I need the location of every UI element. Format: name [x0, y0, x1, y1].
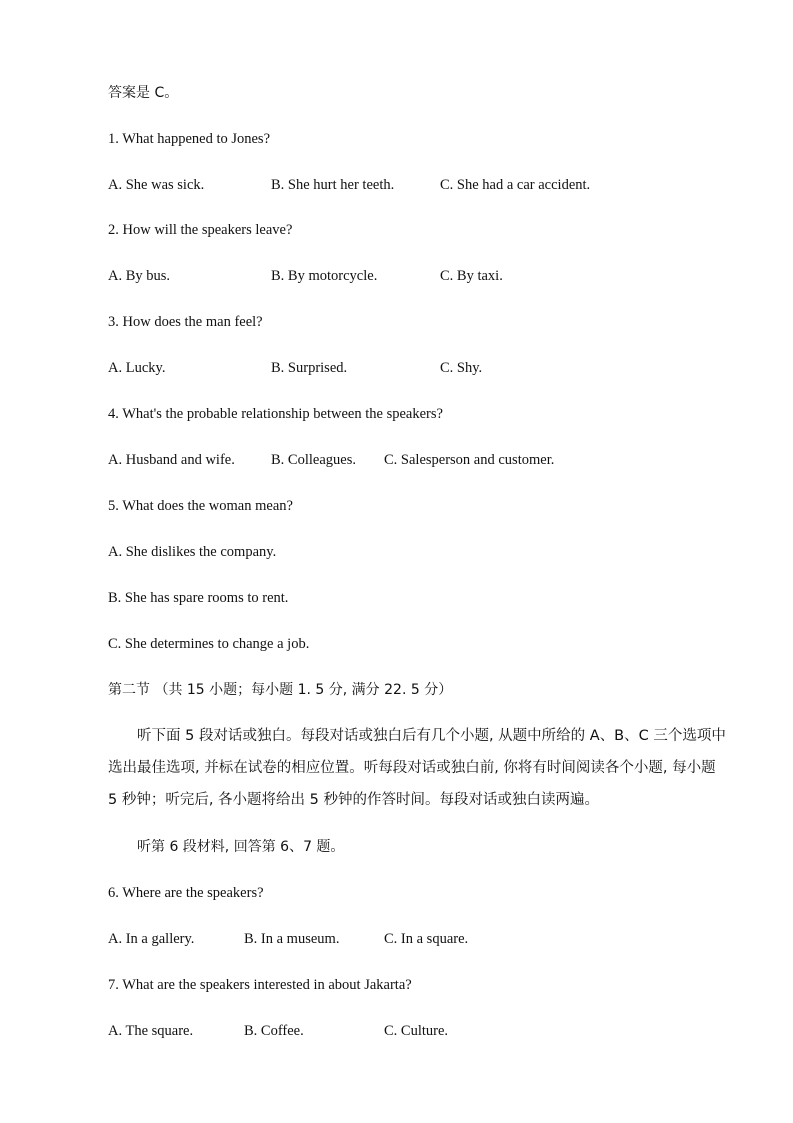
q6-option-b: B. In a museum.: [244, 931, 340, 947]
question-7: 7. What are the speakers interested in about Jakarta?: [108, 977, 412, 993]
passage-6-intro: 听第 6 段材料, 回答第 6、7 题。: [137, 839, 345, 855]
q4-option-c: C. Salesperson and customer.: [384, 452, 555, 468]
q1-option-a: A. She was sick.: [108, 177, 205, 193]
q5-option-c: C. She determines to change a job.: [108, 636, 310, 652]
q1-option-c: C. She had a car accident.: [440, 177, 591, 193]
question-5: 5. What does the woman mean?: [108, 498, 293, 514]
answer-note: 答案是 C。: [108, 85, 179, 101]
question-6: 6. Where are the speakers?: [108, 885, 264, 901]
q3-option-b: B. Surprised.: [271, 360, 348, 376]
q4-option-b: B. Colleagues.: [271, 452, 356, 468]
question-1: 1. What happened to Jones?: [108, 131, 271, 147]
q7-option-a: A. The square.: [108, 1023, 194, 1039]
question-3: 3. How does the man feel?: [108, 314, 263, 330]
q5-option-b: B. She has spare rooms to rent.: [108, 590, 289, 606]
q6-option-a: A. In a gallery.: [108, 931, 195, 947]
q1-option-b: B. She hurt her teeth.: [271, 177, 395, 193]
section-2-heading: 第二节 （共 15 小题；每小题 1. 5 分, 满分 22. 5 分）: [108, 682, 453, 698]
q2-option-a: A. By bus.: [108, 268, 171, 284]
q3-option-c: C. Shy.: [440, 360, 483, 376]
question-2: 2. How will the speakers leave?: [108, 222, 293, 238]
q2-option-c: C. By taxi.: [440, 268, 503, 284]
q2-option-b: B. By motorcycle.: [271, 268, 378, 284]
q6-option-c: C. In a square.: [384, 931, 469, 947]
section-2-instructions: 听下面 5 段对话或独白。每段对话或独白后有几个小题, 从题中所给的 A、B、C 三个选项中选出最佳选项, 并标在试卷的相应位置。听每段对话或独白前, 你将有时间阅读各个小题, 每小题 5 秒钟；听完后, 各小题将给出 5 秒钟的作答时间。每段对话或独白读两遍。: [108, 728, 726, 808]
q7-option-c: C. Culture.: [384, 1023, 449, 1039]
question-4: 4. What's the probable relationship between the speakers?: [108, 406, 443, 422]
q5-option-a: A. She dislikes the company.: [108, 544, 277, 560]
q4-option-a: A. Husband and wife.: [108, 452, 235, 468]
q7-option-b: B. Coffee.: [244, 1023, 304, 1039]
q3-option-a: A. Lucky.: [108, 360, 166, 376]
